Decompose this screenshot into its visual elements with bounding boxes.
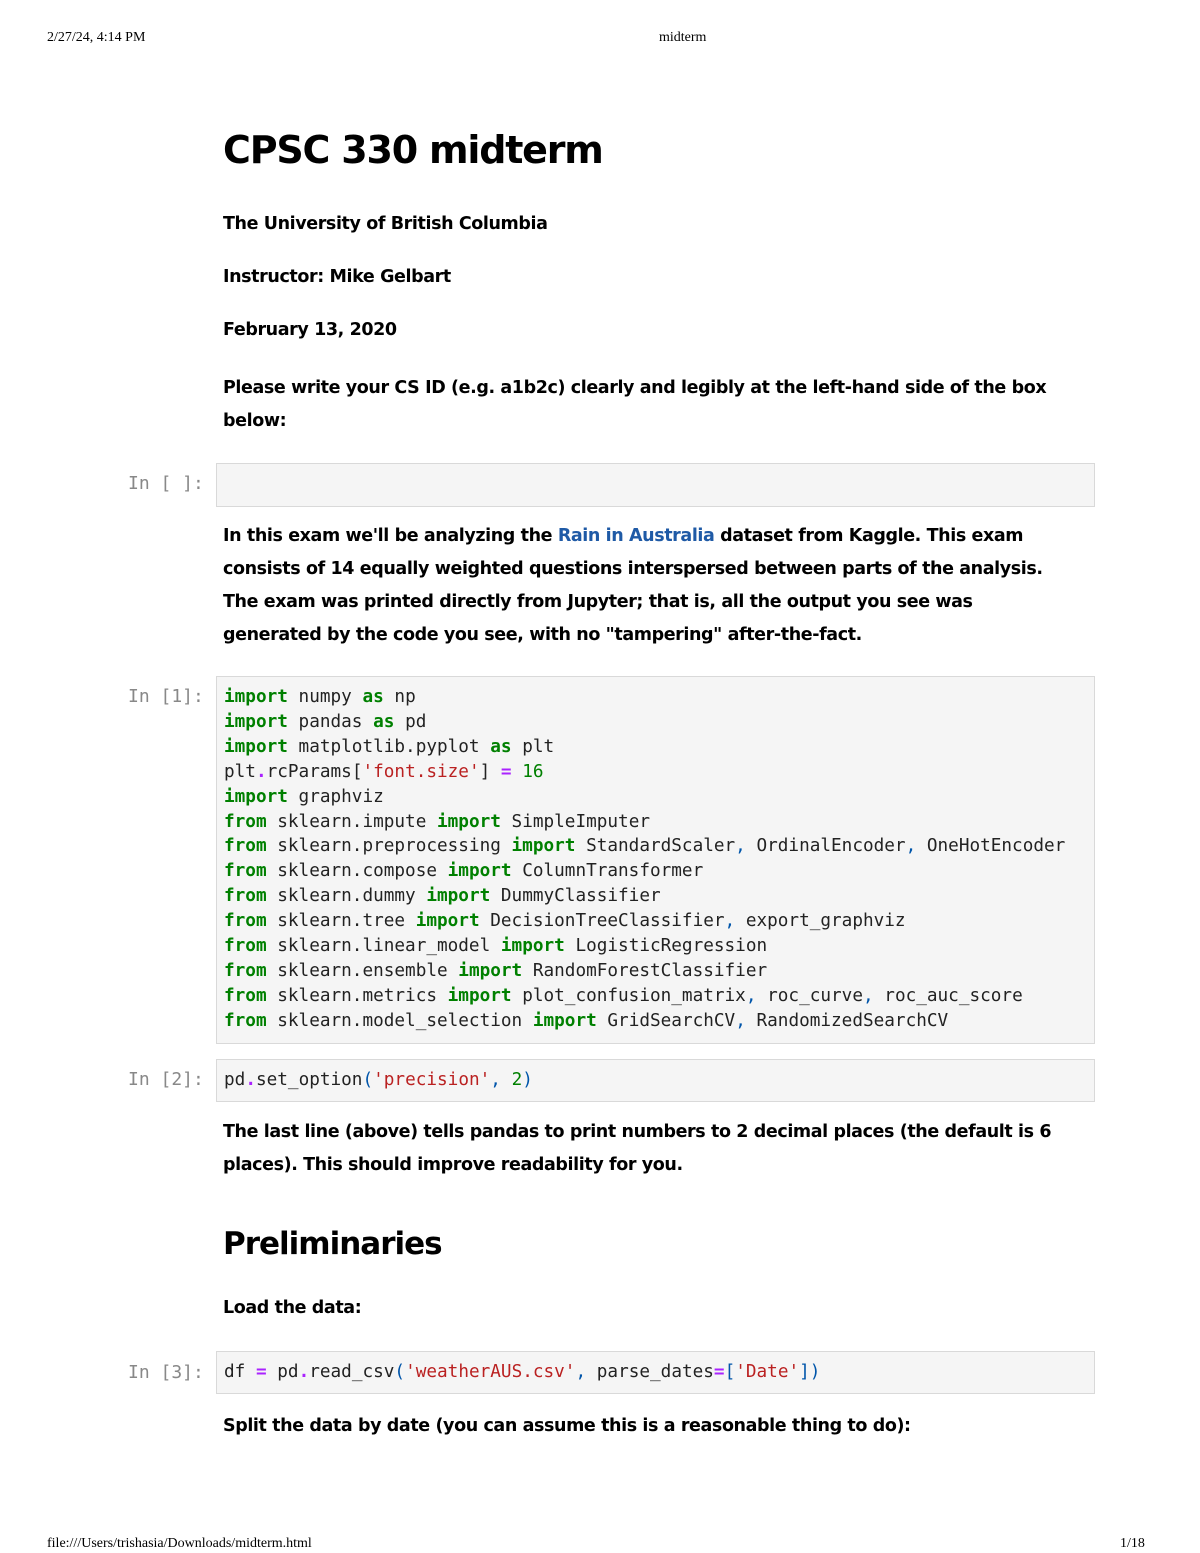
csid-instructions: [223, 372, 1063, 438]
csid-emphasis: clearly and legibly: [570, 378, 745, 398]
split-data-text: Split the data by date (you can assume this is a reasonable thing to do):: [223, 1416, 911, 1436]
code-token: from: [224, 836, 267, 857]
code-token: ): [522, 1070, 533, 1090]
code-token: StandardScaler: [575, 836, 736, 857]
code-token: import: [224, 687, 288, 707]
code-token: ,: [724, 911, 736, 932]
code-token: ColumnTransformer: [511, 861, 704, 882]
code-token: set_option: [255, 1070, 363, 1090]
code-token: as: [373, 711, 395, 732]
code-token: import: [426, 886, 491, 907]
code-string: 'Date': [735, 1362, 800, 1382]
code-token: LogisticRegression: [564, 936, 768, 957]
code-token: ,: [905, 836, 917, 857]
csid-text-below: below:: [223, 411, 287, 431]
code-token: from: [224, 811, 267, 832]
code-token: from: [224, 886, 267, 907]
code-token: import: [224, 786, 288, 807]
code-token: DecisionTreeClassifier: [479, 911, 725, 932]
code-token: sklearn.ensemble: [266, 960, 459, 981]
code-token: roc_curve: [756, 985, 863, 1006]
code-token: rcParams: [266, 761, 352, 782]
csid-text-pre: Please write your CS ID (e.g. a1b2c): [223, 378, 566, 398]
code-token: GridSearchCV: [596, 1010, 736, 1031]
code-token: np: [383, 687, 416, 707]
code-token: sklearn.impute: [266, 811, 437, 832]
print-datetime: 2/27/24, 4:14 PM: [47, 30, 146, 45]
cell-prompt-2: In [2]:: [128, 1069, 204, 1090]
section-heading: Preliminaries: [223, 1226, 442, 1262]
page-title: CPSC 330 midterm: [223, 128, 603, 172]
code-token: import: [415, 911, 480, 932]
code-token: graphviz: [287, 786, 384, 807]
code-token: =: [713, 1362, 725, 1382]
code-token: ,: [490, 1070, 501, 1090]
desc-emphasis: equally weighted: [359, 559, 524, 579]
code-token: parse_dates: [586, 1362, 714, 1382]
code-token: OneHotEncoder: [916, 836, 1066, 857]
code-token: sklearn.tree: [266, 911, 416, 932]
code-token: DummyClassifier: [490, 886, 661, 907]
exam-description: [223, 520, 1063, 652]
cell-prompt-1: In [1]:: [128, 686, 204, 707]
code-token: import: [511, 836, 576, 857]
precision-code: [217, 1060, 1094, 1093]
code-token: sklearn.dummy: [266, 886, 427, 907]
code-token: from: [224, 911, 267, 932]
code-string: 'precision': [373, 1070, 491, 1090]
code-token: (: [362, 1070, 374, 1090]
code-token: export_graphviz: [735, 911, 906, 932]
code-number: 16: [522, 761, 544, 782]
code-token: as: [362, 687, 384, 707]
code-cell-imports[interactable]: [216, 676, 1095, 1044]
code-token: =: [255, 1362, 267, 1382]
precision-note-line1: The last line (above) tells pandas to print numbers to 2 decimal places (the default is 6: [223, 1122, 1052, 1142]
code-token: RandomForestClassifier: [522, 960, 768, 981]
imports-code: [217, 677, 1094, 1034]
code-token: ]: [479, 761, 501, 782]
code-cell-precision[interactable]: [216, 1059, 1095, 1102]
code-token: OrdinalEncoder: [745, 836, 906, 857]
code-token: sklearn.model_selection: [266, 1010, 533, 1031]
code-token: df: [224, 1362, 256, 1382]
code-token: [: [351, 761, 363, 782]
desc-line2-post: questions interspersed between parts of the analysis.: [529, 559, 1043, 579]
code-string: 'weatherAUS.csv': [405, 1362, 576, 1382]
code-cell-empty[interactable]: [216, 463, 1095, 507]
precision-note-line2: places). This should improve readability for you.: [223, 1155, 683, 1175]
code-token: from: [224, 960, 267, 981]
code-token: sklearn.preprocessing: [266, 836, 512, 857]
code-token: [: [724, 1362, 736, 1382]
read-csv-code: [217, 1352, 1094, 1385]
csid-text-post: at the left-hand side of the box: [750, 378, 1047, 398]
code-token: pd: [394, 711, 427, 732]
code-token: sklearn.compose: [266, 861, 448, 882]
instructor-text: Instructor: Mike Gelbart: [223, 267, 451, 287]
code-cell-read-csv[interactable]: [216, 1351, 1095, 1394]
code-token: RandomizedSearchCV: [745, 1010, 949, 1031]
code-token: import: [532, 1010, 597, 1031]
code-token: roc_auc_score: [873, 985, 1023, 1006]
code-token: =: [500, 761, 512, 782]
desc-line2-pre: consists of 14: [223, 559, 355, 579]
print-file-path: file:///Users/trishasia/Downloads/midterm.html: [47, 1536, 312, 1551]
code-token: sklearn.metrics: [266, 985, 448, 1006]
cell-prompt-empty: In [ ]:: [128, 473, 204, 494]
code-token: matplotlib.pyplot: [287, 736, 491, 757]
code-token: import: [437, 811, 501, 832]
desc-line4: generated by the code you see, with no "tampering" after-the-fact.: [223, 625, 862, 645]
code-token: ,: [735, 1010, 746, 1031]
code-token: from: [224, 861, 267, 882]
print-page-number: 1/18: [1120, 1536, 1145, 1551]
code-token: SimpleImputer: [500, 811, 650, 832]
load-data-text: Load the data:: [223, 1298, 362, 1318]
code-token: pd: [266, 1362, 299, 1382]
university-text: The University of British Columbia: [223, 214, 548, 234]
code-token: from: [224, 1010, 267, 1031]
code-token: plot_confusion_matrix: [511, 985, 746, 1006]
code-token: .: [298, 1362, 310, 1382]
code-token: import: [224, 711, 288, 732]
desc-line1-pre: In this exam we'll be analyzing the: [223, 526, 553, 546]
code-token: pandas: [287, 711, 374, 732]
cell-prompt-3: In [3]:: [128, 1362, 204, 1383]
code-token: (: [394, 1362, 406, 1382]
code-token: import: [447, 985, 512, 1006]
code-number: 2: [500, 1070, 523, 1090]
date-text: February 13, 2020: [223, 320, 397, 340]
desc-line3: The exam was printed directly from Jupyter; that is, all the output you see was: [223, 592, 973, 612]
code-token: ,: [575, 1362, 587, 1382]
rain-in-australia-link[interactable]: Rain in Australia: [557, 526, 715, 546]
code-token: plt: [511, 736, 555, 757]
code-token: .: [245, 1070, 256, 1090]
code-token: numpy: [287, 687, 363, 707]
code-token: from: [224, 936, 267, 957]
code-token: plt: [224, 761, 256, 782]
precision-note: [223, 1116, 1063, 1182]
code-token: import: [224, 736, 288, 757]
desc-line1-post: dataset from Kaggle. This exam: [720, 526, 1024, 546]
code-string: 'font.size': [362, 761, 480, 782]
code-token: read_csv: [309, 1362, 395, 1382]
code-token: as: [490, 736, 512, 757]
code-token: ,: [745, 985, 757, 1006]
code-token: import: [447, 861, 512, 882]
code-token: sklearn.linear_model: [266, 936, 501, 957]
code-token: import: [458, 960, 523, 981]
code-token: ]): [799, 1362, 821, 1382]
code-token: from: [224, 985, 267, 1006]
print-page-title: midterm: [659, 30, 707, 45]
code-token: ,: [862, 985, 874, 1006]
code-token: import: [500, 936, 565, 957]
code-token: .: [255, 761, 267, 782]
code-token: pd: [224, 1070, 246, 1090]
code-token: ,: [735, 836, 746, 857]
